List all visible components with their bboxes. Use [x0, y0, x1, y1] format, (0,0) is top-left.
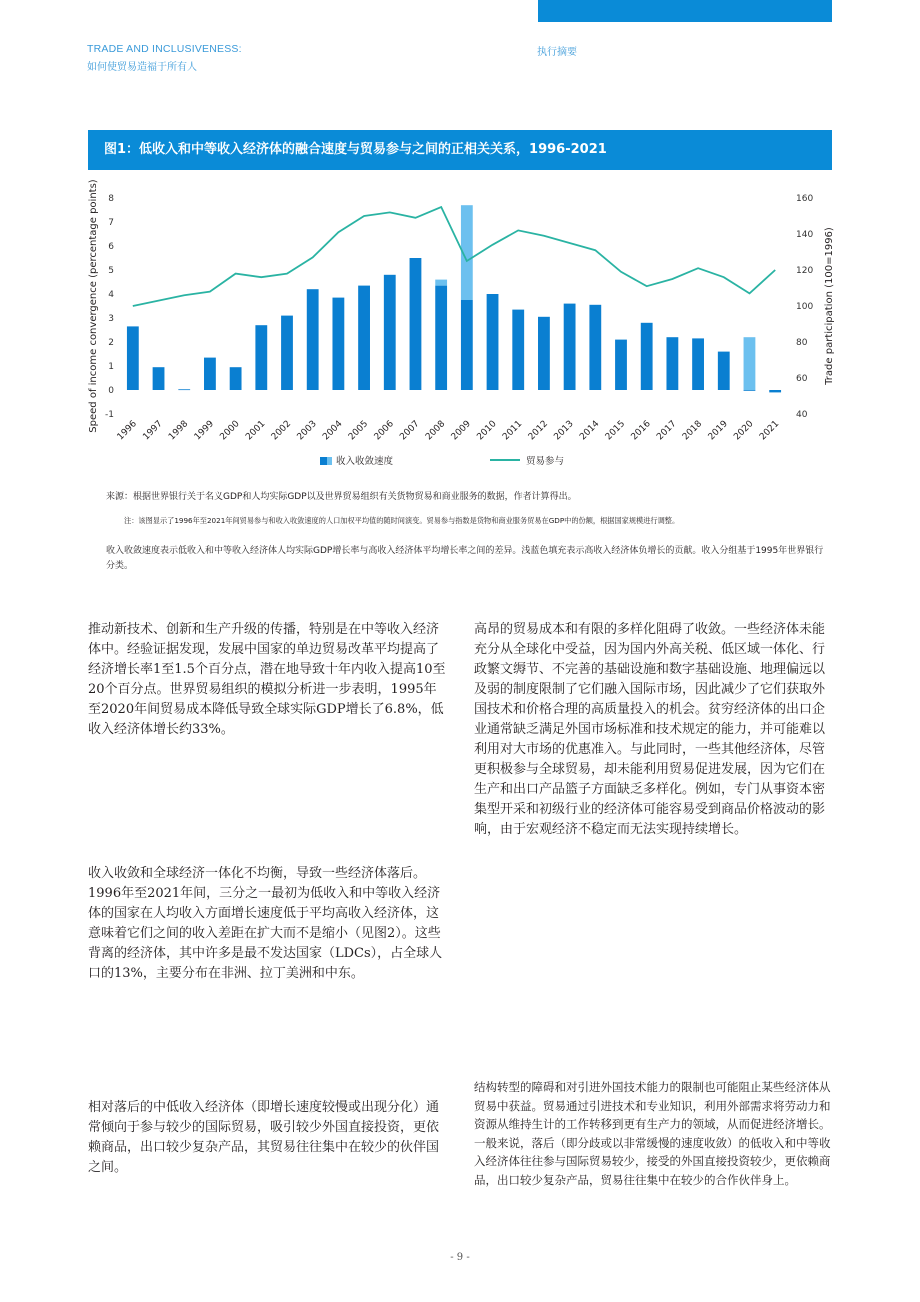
figure-source: 来源：根据世界银行关于名义GDP和人均实际GDP以及世界贸易组织有关货物贸易和商业服务的数据，作者计算得出。 [106, 492, 577, 502]
x-tick-label: 2018 [680, 419, 705, 443]
y-tick-label: 7 [108, 218, 114, 228]
y-axis-title: Speed of income convergence (percentage points) [88, 179, 99, 433]
legend-item-convergence [320, 453, 393, 467]
bar-convergence [230, 367, 242, 390]
y-tick-label: 1 [108, 362, 114, 372]
x-tick-label: 2016 [629, 419, 653, 443]
bar-convergence [666, 337, 678, 390]
bar-convergence [127, 326, 139, 390]
bar-convergence [384, 275, 396, 390]
top-accent-bar [538, 0, 832, 22]
running-header [87, 43, 242, 73]
bar-convergence [538, 317, 550, 390]
series-subtitle: 如何使贸易造福于所有人 [87, 62, 197, 73]
body-paragraph-left-3: 相对落后的中低收入经济体（即增长速度较慢或出现分化）通常倾向于参与较少的国际贸易，吸引较少外国直接投资，更依赖商品，出口较少复杂产品，其贸易往往集中在较少的伙伴国之间。 [88, 1100, 440, 1175]
x-tick-label: 2012 [526, 419, 551, 443]
x-tick-label: 2019 [706, 419, 730, 443]
x-tick-label: 2021 [758, 419, 782, 443]
y2-tick-label: 80 [796, 338, 808, 348]
body-paragraph-right-2: 结构转型的障碍和对引进外国技术能力的限制也可能阻止某些经济体从贸易中获益。贸易通过引进技术和专业知识，利用外部需求将劳动力和资源从维持生计的工作转移到更有生产力的领域，从而促进经济增长。一般来说，落后（即分歧或以非常缓慢的速度收敛）的低收入和中等收入经济体往往参与国际贸易较少，接受的外国直接投资较少，更依赖商品，出口较少复杂产品，贸易往往集中在较少的合作伙伴身上。 [474, 1080, 831, 1187]
x-tick-label: 1997 [141, 419, 165, 443]
y2-tick-label: 100 [796, 302, 814, 312]
bar-convergence [512, 310, 524, 390]
y-tick-label: 4 [108, 290, 114, 300]
legend-swatch-light [327, 457, 332, 465]
bar-convergence [332, 298, 344, 390]
bar-convergence [769, 390, 781, 392]
y-tick-label: 5 [108, 266, 114, 276]
figure-note: 注：该图显示了1996年至2021年间贸易参与和收入收敛速度的人口加权平均值的随时间演变。贸易参与指数是货物和商业服务贸易在GDP中的份额，根据国家规模进行调整。 [124, 516, 680, 525]
y-tick-label: 3 [108, 314, 114, 324]
y2-tick-label: 140 [796, 230, 814, 240]
y2-tick-label: 160 [796, 194, 814, 204]
figure-title-banner: 图1：低收入和中等收入经济体的融合速度与贸易参与之间的正相关关系，1996-2021 [88, 130, 832, 170]
x-tick-label: 1996 [115, 419, 139, 443]
legend-swatch-dark [320, 457, 327, 465]
bar-convergence [641, 323, 653, 390]
bar-convergence [178, 389, 190, 390]
bar-convergence [410, 258, 422, 390]
y2-tick-label: 60 [796, 374, 808, 384]
body-paragraph-left-1: 推动新技术、创新和生产升级的传播，特别是在中等收入经济体中。经验证据发现，发展中国家的单边贸易改革平均提高了经济增长率1至1.5个百分点，潜在地导致十年内收入提高10至20个百分点。世界贸易组织的模拟分析进一步表明，1995年至2020年间贸易成本降低导致全球实际GDP增长了6.8%，低收入经济体增长约33%。 [88, 622, 446, 737]
income-convergence-trade-chart [84, 180, 844, 480]
bar-convergence [589, 305, 601, 390]
x-tick-label: 1999 [192, 419, 217, 443]
x-tick-label: 2000 [218, 419, 242, 443]
section-label: 执行摘要 [537, 47, 577, 58]
x-tick-label: 2010 [475, 419, 499, 443]
x-tick-label: 2008 [424, 419, 448, 443]
bar-convergence [564, 304, 576, 390]
bar-convergence [281, 316, 293, 390]
y-tick-label: -1 [105, 410, 114, 420]
bar-high-income-contribution [744, 337, 756, 390]
bar-convergence [255, 325, 267, 390]
bar-convergence [204, 358, 216, 390]
x-tick-label: 2006 [372, 419, 396, 443]
x-tick-label: 2014 [578, 419, 602, 443]
y2-tick-label: 40 [796, 410, 808, 420]
bar-convergence [744, 390, 756, 391]
x-tick-label: 2013 [552, 419, 576, 443]
body-paragraph-right-1: 高昂的贸易成本和有限的多样化阻碍了收敛。一些经济体未能充分从全球化中受益，因为国内外高关税、低区域一体化、行政繁文缛节、不完善的基础设施和数字基础设施、地理偏远以及弱的制度限制了它们融入国际市场，因此减少了它们获取外国技术和价格合理的高质量投入的机会。贫穷经济体的出口企业通常缺乏满足外国市场标准和技术规定的能力，并可能难以利用对大市场的优惠准入。与此同时，一些其他经济体，尽管更积极参与全球贸易，却未能利用贸易促进发展，因为它们在生产和出口产品篮子方面缺乏多样化。例如，专门从事资本密集型开采和初级行业的经济体可能容易受到商品价格波动的影响，由于宏观经济不稳定而无法实现持续增长。 [474, 622, 826, 837]
x-tick-label: 2005 [346, 419, 371, 443]
bar-high-income-contribution [435, 280, 447, 286]
x-tick-label: 2009 [449, 419, 473, 443]
series-title: TRADE AND INCLUSIVENESS: [87, 43, 242, 55]
x-tick-label: 2020 [732, 419, 756, 443]
bar-convergence [307, 289, 319, 390]
bar-convergence [615, 340, 627, 390]
legend-label-convergence: 收入收敛速度 [336, 456, 394, 467]
x-tick-label: 2004 [321, 419, 345, 443]
x-tick-label: 2011 [501, 419, 525, 443]
y-tick-label: 8 [108, 194, 114, 204]
y-tick-label: 0 [108, 386, 114, 396]
bar-convergence [461, 300, 473, 390]
y-tick-label: 6 [108, 242, 114, 252]
bar-convergence [487, 294, 499, 390]
figure-note-definition: 收入收敛速度表示低收入和中等收入经济体人均实际GDP增长率与高收入经济体平均增长率之间的差异。浅蓝色填充表示高收入经济体负增长的贡献。收入分组基于1995年世界银行分类。 [106, 546, 824, 571]
y2-axis-title: Trade participation (100=1996) [824, 227, 835, 385]
bar-convergence [435, 286, 447, 390]
legend-label-trade: 贸易参与 [526, 456, 565, 467]
x-tick-label: 2003 [295, 419, 319, 443]
x-tick-label: 2017 [655, 419, 679, 443]
page-number: - 9 - [450, 1252, 470, 1263]
line-trade-participation [133, 207, 775, 306]
x-tick-label: 1998 [167, 419, 191, 443]
bar-convergence [153, 367, 165, 390]
x-tick-label: 2007 [398, 419, 422, 443]
x-tick-label: 2015 [603, 419, 628, 443]
legend-item-trade [490, 453, 564, 467]
x-tick-label: 2001 [244, 419, 268, 443]
bar-convergence [692, 338, 704, 390]
body-paragraph-left-2: 收入收敛和全球经济一体化不均衡，导致一些经济体落后。1996年至2021年间，三分之一最初为低收入和中等收入经济体的国家在人均收入方面增长速度低于平均高收入经济体，这意味着它们之间的收入差距在扩大而不是缩小（见图2）。这些背离的经济体，其中许多是最不发达国家（LDCs），占全球人口的13%，主要分布在非洲、拉丁美洲和中东。 [88, 866, 443, 981]
bar-convergence [358, 286, 370, 390]
x-tick-label: 2002 [269, 419, 294, 443]
legend-swatch-line [490, 459, 520, 461]
y2-tick-label: 120 [796, 266, 814, 276]
y-tick-label: 2 [108, 338, 114, 348]
bar-convergence [718, 352, 730, 390]
